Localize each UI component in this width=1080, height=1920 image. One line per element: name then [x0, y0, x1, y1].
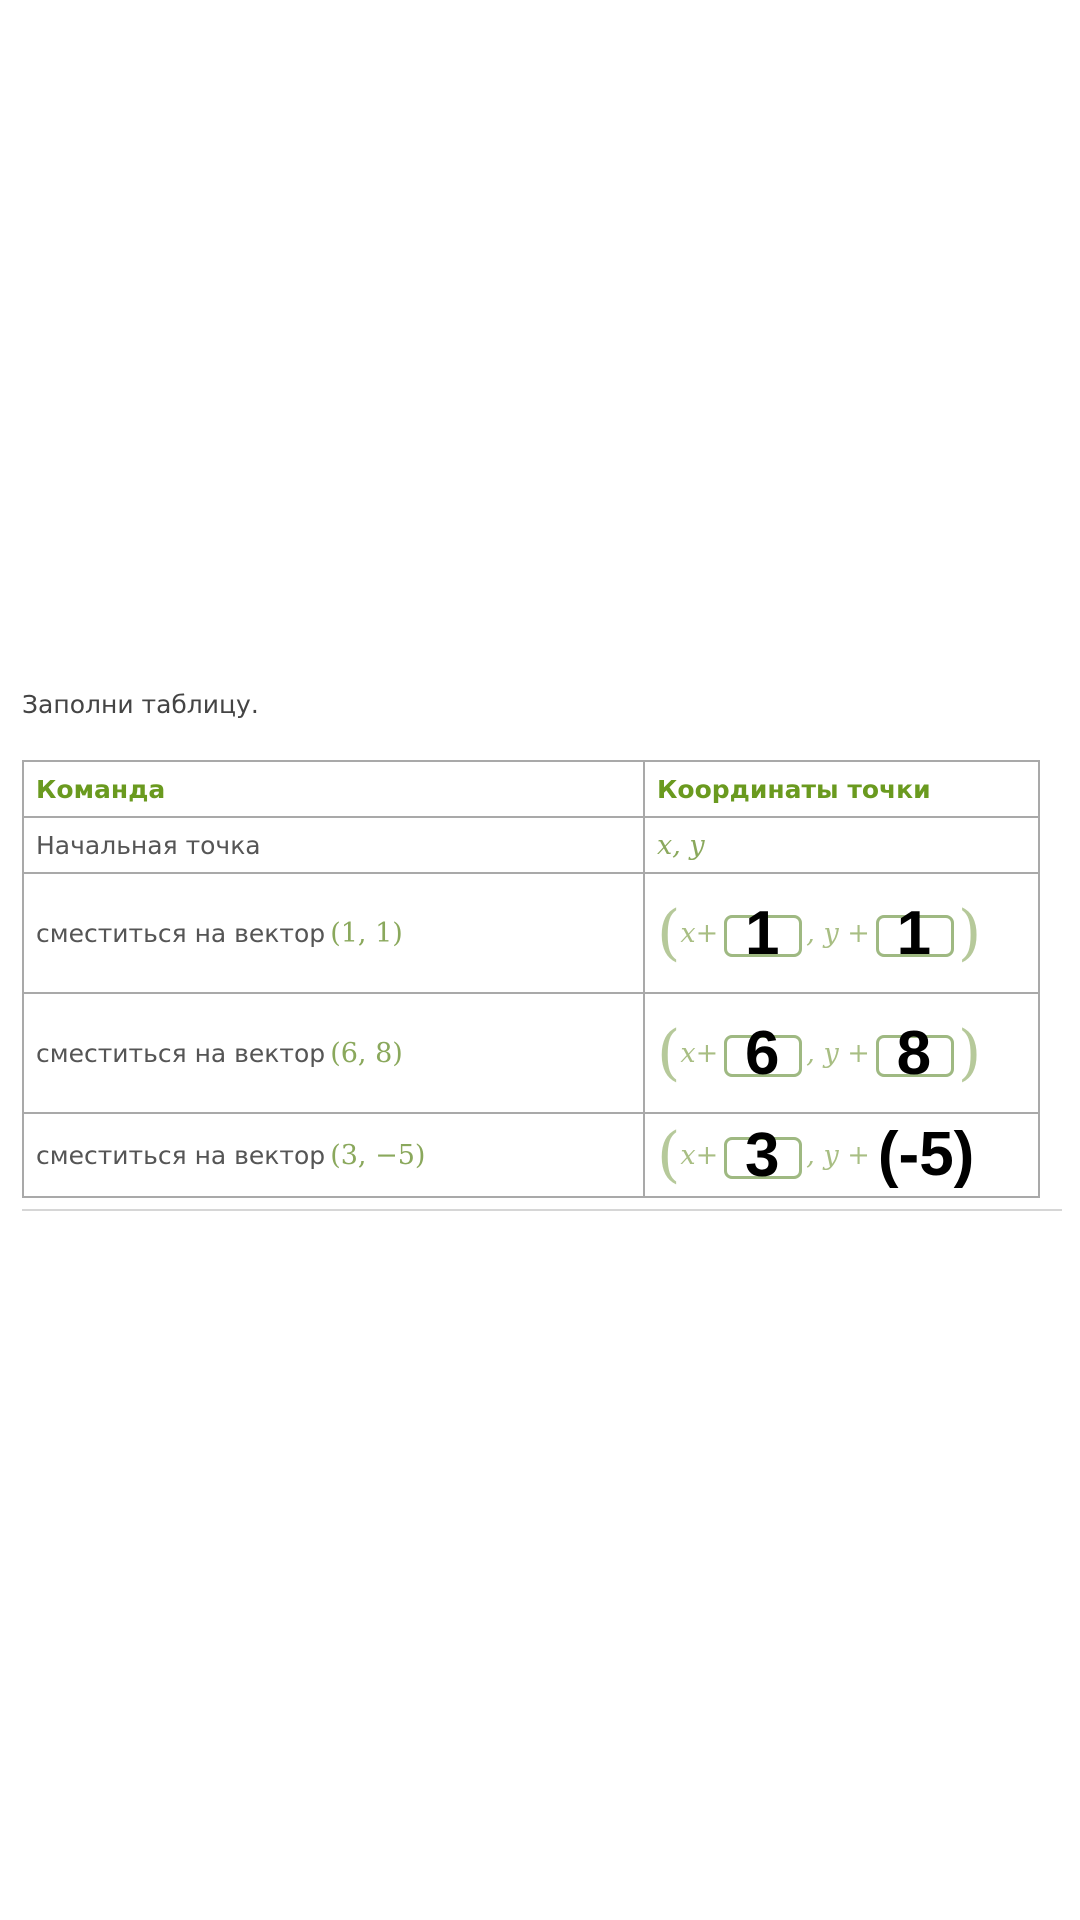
y-answer: 1 — [896, 899, 932, 968]
table-row-start — [23, 817, 1039, 873]
command-label: сместиться на вектор — [36, 1140, 326, 1170]
x-answer-field[interactable] — [724, 1121, 800, 1190]
y-prefix: , y + — [806, 1139, 870, 1171]
coordinates-table — [22, 760, 1040, 1198]
table-row — [23, 993, 1039, 1113]
x-answer: 3 — [745, 1121, 780, 1190]
divider-line — [22, 1209, 1062, 1211]
left-paren: ( — [657, 1120, 681, 1190]
table-row — [23, 873, 1039, 993]
header-row — [23, 761, 1039, 817]
instruction-text: Заполни таблицу. — [22, 690, 259, 719]
x-answer: 1 — [745, 899, 780, 968]
x-answer: 6 — [745, 1019, 780, 1088]
vector-value: (1, 1) — [330, 917, 403, 949]
header-command: Команда — [23, 761, 644, 817]
x-prefix: x+ — [680, 1037, 719, 1069]
left-paren: ( — [657, 898, 681, 968]
x-prefix: x+ — [680, 917, 719, 949]
y-answer: 8 — [896, 1019, 932, 1088]
right-paren: ) — [957, 1018, 982, 1088]
coordinate-expression — [657, 898, 1026, 968]
y-answer-field[interactable] — [876, 899, 952, 968]
start-point-label: Начальная точка — [36, 830, 261, 860]
x-prefix: x+ — [680, 1139, 719, 1171]
x-answer-field[interactable] — [724, 1019, 800, 1088]
command-label: сместиться на вектор — [36, 918, 326, 948]
coordinate-expression — [657, 1018, 1026, 1088]
vector-value: (6, 8) — [330, 1037, 403, 1069]
y-prefix: , y + — [806, 917, 870, 949]
table-row — [23, 1113, 1039, 1197]
header-coordinates: Координаты точки — [644, 761, 1039, 817]
x-answer-field[interactable] — [724, 899, 800, 968]
right-paren: ) — [957, 898, 982, 968]
start-coords: x, y — [657, 829, 705, 861]
left-paren: ( — [657, 1018, 681, 1088]
y-answer[interactable]: (-5) — [877, 1120, 975, 1189]
y-prefix: , y + — [806, 1037, 870, 1069]
y-answer-field[interactable] — [876, 1019, 952, 1088]
command-label: сместиться на вектор — [36, 1038, 326, 1068]
vector-value: (3, −5) — [330, 1139, 426, 1171]
coordinate-expression — [657, 1120, 1026, 1190]
